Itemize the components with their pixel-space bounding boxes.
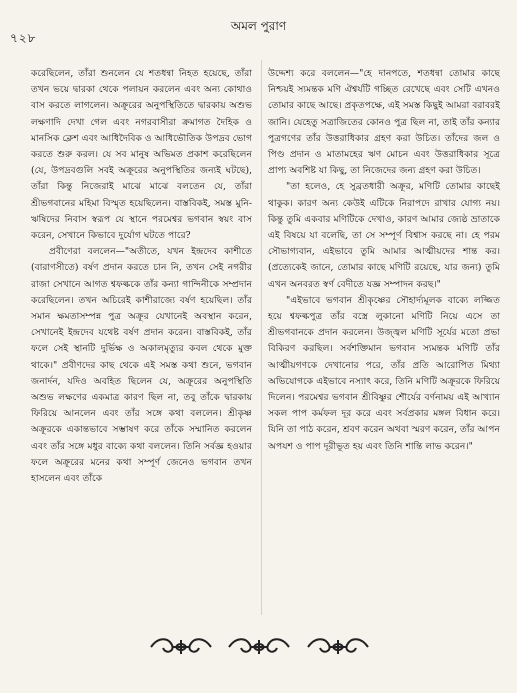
right-text-column xyxy=(268,66,500,455)
page-header xyxy=(0,8,517,45)
paragraph: প্রবীণেরা বললেন—"অতীতে, যখন ইন্দ্রদেব কাশীতে (বারাণসীতে) বর্ষণ প্রদান করতে চান নি, তখন সেই নগরীর রাজা সেখানে আগত শ্বফল্ককে তাঁর কন্যা গান্দিনীকে সম্প্রদান করেছিলেন। তখন অচিরেই কাশীরাজ্যে বর্ষণ হয়েছিল। তাঁর সমান ক্ষমতাসম্পন্ন পুত্র অক্রূর যেখানেই অবস্থান করেন, সেখানেই ইন্দ্রদেব যথেষ্ট বর্ষণ প্রদান করেন। বাস্তবিকই, তাঁর ফলে সেই স্থানটি দুর্ভিক্ষ ও অকালমৃত্যুর কবল থেকে মুক্ত থাকে।" প্রবীণদের কাছ থেকে এই সমস্ত কথা শুনে, ভগবান জনার্দন, যদিও অবহিত ছিলেন যে, অক্রূরের অনুপস্থিতি অশুভ লক্ষণের একমাত্র কারণ ছিল না, তবু তাঁকে দ্বারকায় ফিরিয়ে আনলেন এবং তাঁর সঙ্গে কথা বললেন। শ্রীকৃষ্ণ অক্রূরকে একান্তভাবে সম্ভাষণ করে তাঁকে সম্মানিত করলেন এবং তাঁর সঙ্গে মধুর বাক্যে কথা বললেন। তিনি সর্বজ্ঞ হওয়ার ফলে অক্রূরের মনের কথা সম্পূর্ণ জেনেও ভগবান তখন হাসলেন এবং তাঁকে xyxy=(31,246,252,485)
decorative-scroll-icon xyxy=(224,633,294,661)
left-text-column xyxy=(31,66,252,487)
paragraph: "তা হলেও, হে সুব্রতধারী অক্রূর, মণিটি তোমার কাছেই থাকুক। কারণ অন্য কেউই এটিকে নিরাপদে রাখার যোগ্য নয়। কিন্তু তুমি একবার মণিটিকে দেখাও, কারণ আমার জ্যেষ্ঠ ভ্রাতাকে এই বিষয়ে যা বলেছি, তা সে সম্পূর্ণ বিশ্বাস করছে না। হে পরম সৌভাগ্যবান, এইভাবে তুমি আমার আত্মীয়দের শান্ত কর। (প্রত্যেকেই জানে, তোমার কাছে মণিটি রয়েছে, যার জন্য) তুমি এখন অনবরত স্বর্ণ বেদীতে যজ্ঞ সম্পাদন করছ।" xyxy=(268,181,500,290)
end-ornaments xyxy=(0,633,517,661)
running-title: অমল পুরাণ xyxy=(230,19,287,33)
column-divider xyxy=(261,60,262,615)
paragraph: উদ্দেশ্য করে বললেন—"হে দানপতে, শতধন্বা তোমার কাছে নিশ্চয়ই স্যমন্তক মণি ঐশ্বর্যটি গচ্ছিত রেখেছে এবং সেটি এখনও তোমার কাছে আছে। প্রকৃতপক্ষে, এই সমস্ত কিছুই আমরা বরাবরই জানি। যেহেতু সত্রাজিতের কোনও পুত্র ছিল না, তাই তাঁর কন্যার পুত্রগণের তাঁর উত্তরাধিকার গ্রহণ করা উচিত। তাঁদের জল ও পিণ্ড প্রদান ও মাতামহের ঋণ মোচন এবং উত্তরাধিকার সূত্রে প্রাপ্য অবশিষ্ট যা কিছু, তা নিজেদের জন্য গ্রহণ করা উচিত। xyxy=(268,68,500,177)
paragraph: করেছিলেন, তাঁরা শুনলেন যে শতধন্বা নিহত হয়েছে, তাঁরা তখন ভয়ে দ্বারকা থেকে পলায়ন করলেন এবং অন্য কোথাও বাস করতে লাগলেন। অক্রূরের অনুপস্থিতিতে দ্বারকায় অশুভ লক্ষণাদি দেখা গেল এবং নগরবাসীরা ক্রমাগত দৈহিক ও মানসিক ক্লেশ এবং আধিদৈবিক ও আধিভৌতিক উপদ্রব ভোগ করতে শুরু করল। যে সব মানুষ অভিমত প্রকাশ করেছিলেন (যে, উপদ্রবগুলি সবই অক্রূরের অনুপস্থিতির জন্যই ঘটছে), তাঁরা কিন্তু নিজেরাই মাঝে মাঝে বলতেন যে, তাঁরা শ্রীভগবানের মহিমা বিস্মৃত হয়েছিলেন। বাস্তবিকই, সমস্ত মুনি-ঋষিদের নিবাস স্বরূপ যে স্থানে পরমেশ্বর ভগবান স্বয়ং বাস করেন, সেখানে কিভাবে দুর্যোগ ঘটতে পারে? xyxy=(31,68,252,242)
paragraph: "এইভাবে ভগবান শ্রীকৃষ্ণের সৌহার্দ্যমূলক বাক্যে লজ্জিত হয়ে শ্বফল্কপুত্র তাঁর বস্ত্রে লুকানো মণিটি নিয়ে এসে তা শ্রীভগবানকে প্রদান করলেন। উজ্জ্বল মণিটি সূর্যের মতো প্রভা বিকিরণ করছিল। সর্বশক্তিমান ভগবান স্যমন্তক মণিটি তাঁর আত্মীয়গণকে দেখানোর পরে, তাঁর প্রতি আরোপিত মিথ্যা অভিযোগকে এইভাবে নস্যাৎ করে, তিনি মণিটি অক্রূরকে ফিরিয়ে দিলেন। পরমেশ্বর ভগবান শ্রীবিষ্ণুর শৌর্যের বর্ণনাময় এই আখ্যান সকল পাপ কর্মফল দূর করে এবং সর্বপ্রকার মঙ্গল বিধান করে। যিনি তা পাঠ করেন, শ্রবণ করেন অথবা স্মরণ করেন, তাঁর আপন অপযশ ও পাপ দূরীভূত হয় এবং তিনি শান্তি লাভ করেন।" xyxy=(268,294,500,452)
page-number: ৭২৮ xyxy=(10,31,37,45)
decorative-scroll-icon xyxy=(146,633,216,661)
decorative-scroll-icon xyxy=(303,633,373,661)
